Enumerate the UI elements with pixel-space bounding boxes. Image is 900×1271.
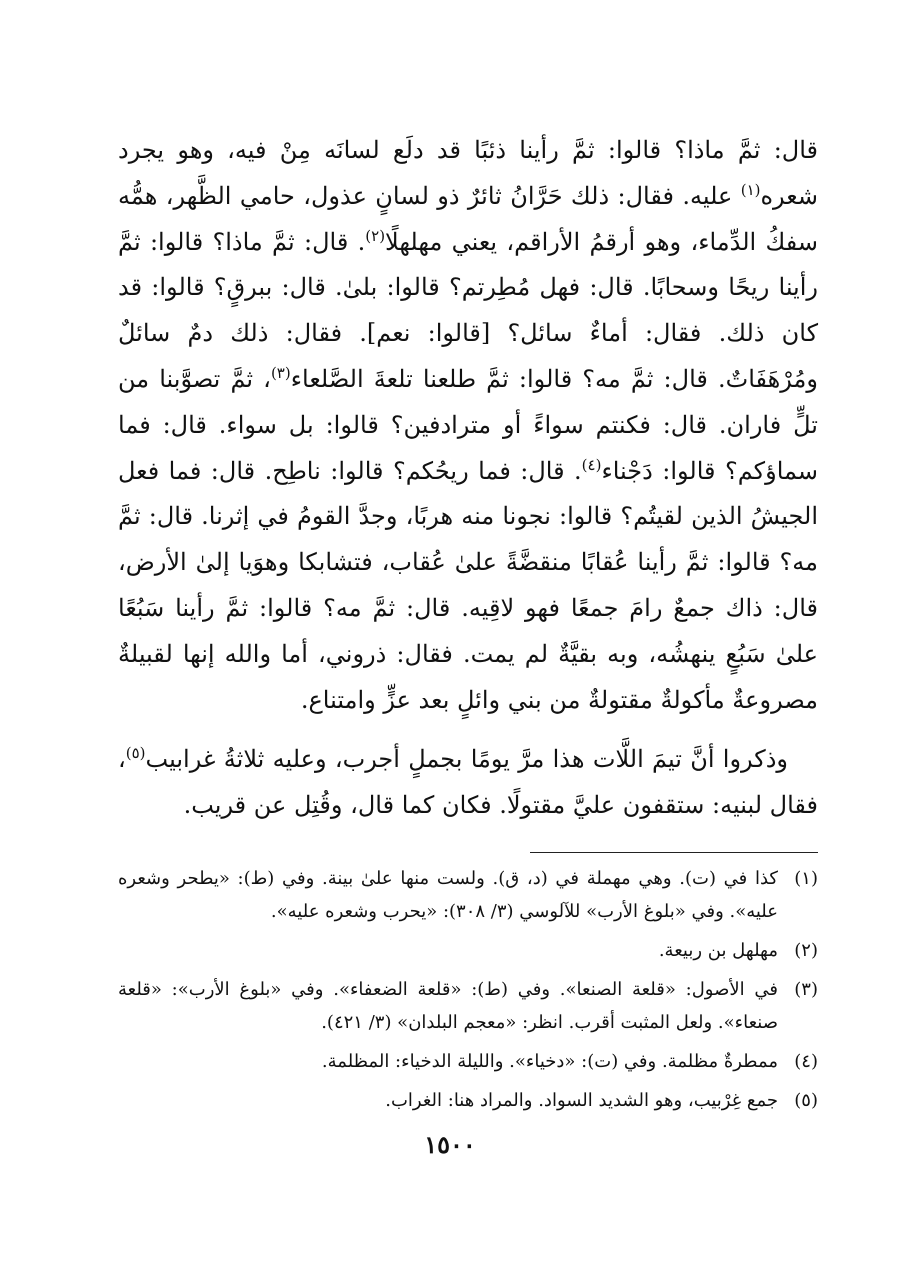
- text-run: قال: ثمَّ ماذا؟ قالوا: ثمَّ رأينا ذئبًا قد دلَع لسانَه مِنْ فيه، وهو يجرد شعره: [118, 136, 818, 210]
- footnote-5: [118, 1084, 818, 1117]
- footnote-text: ممطرةٌ مظلمة. وفي (ت): «دخياء». والليلة الدخياء: المظلمة.: [321, 1051, 778, 1072]
- paragraph-2: [118, 737, 818, 829]
- text-run: ، ثمَّ تصوَّبنا من تلٍّ فاران. قال: فكنتم سواءً أو مترادفين؟ قالوا: بل سواء. قال: فما سماؤكم؟ قالوا: دَجْناء: [118, 364, 818, 485]
- footnote-3: [118, 973, 818, 1039]
- footnote-ref-1[interactable]: (١): [740, 180, 761, 199]
- footnote-ref-4[interactable]: (٤): [581, 455, 602, 474]
- text-run: . قال: ثمَّ ماذا؟ قالوا: ثمَّ رأينا ريحًا وسحابًا. قال: فهل مُطِرتم؟ قالوا: بلىٰ. قال: ببرقٍ؟ قالوا: قد كان ذلك. فقال: أماءٌ سائل؟ [قالوا: نعم]. فقال: ذلك دمٌ سائلٌ ومُرْهَفَاتٌ. قال: ثمَّ مه؟ قالوا: ثمَّ طلعنا تلعةَ الصَّلعاء: [118, 227, 818, 393]
- text-run: . قال: فما ريحُكم؟ قالوا: ناطِح. قال: فما فعل الجيشُ الذين لقيتُم؟ قالوا: نجونا منه هربًا، وجدَّ القومُ في إثرنا. قال: ثمَّ مه؟ قالوا: ثمَّ رأينا عُقابًا منقضَّةً علىٰ عُقاب، فتشابكا وهوَيا إلىٰ الأرض، قال: ذاك جمعٌ رامَ جمعًا فهو لاقِيه. قال: ثمَّ مه؟ قالوا: ثمَّ رأينا سَبُعًا علىٰ سَبُعٍ ينهشُه، وبه بقيَّةٌ لم يمت. فقال: ذروني، أما والله إنها لقبيلةٌ مصروعةٌ مأكولةٌ مقتولةٌ من بني وائلٍ بعد عزٍّ وامتناع.: [118, 456, 818, 714]
- footnotes-section: [118, 862, 818, 1123]
- footnote-separator: [530, 852, 818, 853]
- text-run: عليه. فقال: ذلك حَرَّانُ ثائرٌ ذو لسانٍ عذول، حامي الظَّهر، همُّه سفكُ الدِّماء، وهو أرقمُ الأراقم، يعني مهلهلًا: [118, 181, 818, 256]
- footnote-ref-5[interactable]: (٥): [125, 744, 146, 763]
- footnote-text: كذا في (ت). وهي مهملة في (د، ق). ولست منها علىٰ بينة. وفي (ط): «يطحر وشعره عليه». وفي «بلوغ الأرب» للآلوسي (٣/ ٣٠٨): «يحرب وشعره عليه».: [118, 868, 778, 922]
- paragraph-1: [118, 128, 818, 723]
- footnote-4: [118, 1045, 818, 1078]
- footnote-number: (١): [794, 868, 818, 889]
- footnote-number: (٢): [794, 940, 818, 961]
- text-run: ، فقال لبنيه: ستقفون عليَّ مقتولًا. فكان كما قال، وقُتِل عن قريب.: [118, 745, 818, 820]
- footnote-number: (٣): [794, 979, 818, 1000]
- footnote-2: [118, 934, 818, 967]
- footnote-text: في الأصول: «قلعة الصنعا». وفي (ط): «قلعة الضعفاء». وفي «بلوغ الأرب»: «قلعة صنعاء». ولعل المثبت أقرب. انظر: «معجم البلدان» (٣/ ٤٢١).: [118, 979, 778, 1033]
- page-number: ١٥٠٠: [424, 1130, 476, 1159]
- footnote-number: (٥): [794, 1090, 818, 1111]
- footnote-text: مهلهل بن ربيعة.: [658, 940, 778, 961]
- footnote-ref-2[interactable]: (٢): [365, 226, 386, 245]
- footnote-ref-3[interactable]: (٣): [270, 363, 291, 382]
- footnote-text: جمع غِرْبيب، وهو الشديد السواد. والمراد هنا: الغراب.: [385, 1090, 778, 1111]
- footnote-number: (٤): [794, 1051, 818, 1072]
- main-text: [118, 128, 818, 829]
- text-run: وذكروا أنَّ تيمَ اللَّات هذا مرَّ يومًا بجملٍ أجرب، وعليه ثلاثةُ غرابيب: [145, 745, 788, 774]
- footnote-1: [118, 862, 818, 928]
